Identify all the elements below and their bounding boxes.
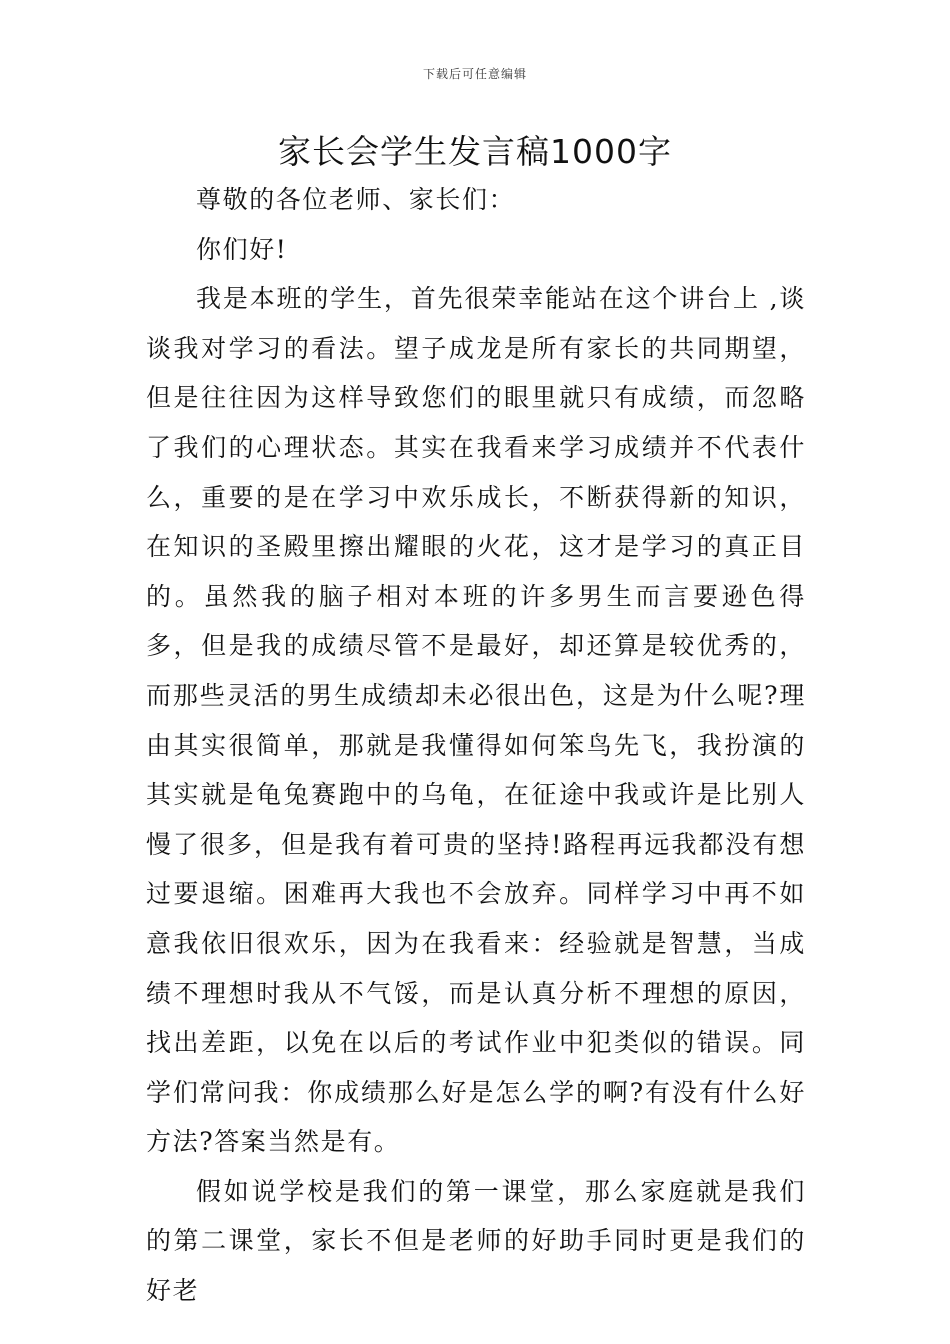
document-body	[146, 175, 806, 1316]
greeting: 你们好!	[196, 234, 288, 264]
paragraph: 假如说学校是我们的第一课堂，那么家庭就是我们的第二课堂，家长不但是老师的好助手同时更是我们的好老	[146, 1176, 806, 1306]
document-title: 家长会学生发言稿1000字	[278, 132, 672, 171]
paragraph: 我是本班的学生，首先很荣幸能站在这个讲台上 ,谈谈我对学习的看法。望子成龙是所有家长的共同期望，但是往往因为这样导致您们的眼里就只有成绩，而忽略了我们的心理状态。其实在我看来学习成绩并不代表什么，重要的是在学习中欢乐成长，不断获得新的知识，在知识的圣殿里擦出耀眼的火花，这才是学习的真正目的。虽然我的脑子相对本班的许多男生而言要逊色得多，但是我的成绩尽管不是最好，却还算是较优秀的，而那些灵活的男生成绩却未必很出色，这是为什么呢?理由其实很简单，那就是我懂得如何笨鸟先飞，我扮演的其实就是龟兔赛跑中的乌龟，在征途中我或许是比别人慢了很多，但是我有着可贵的坚持!路程再远我都没有想过要退缩。困难再大我也不会放弃。同样学习中再不如意我依旧很欢乐，因为在我看来：经验就是智慧，当成绩不理想时我从不气馁，而是认真分析不理想的原因，找出差距，以免在以后的考试作业中犯类似的错误。同学们常问我：你成绩那么好是怎么学的啊?有没有什么好方法?答案当然是有。	[146, 284, 806, 1157]
header-note: 下载后可任意编辑	[422, 67, 527, 81]
salutation: 尊敬的各位老师、家长们：	[196, 185, 516, 214]
